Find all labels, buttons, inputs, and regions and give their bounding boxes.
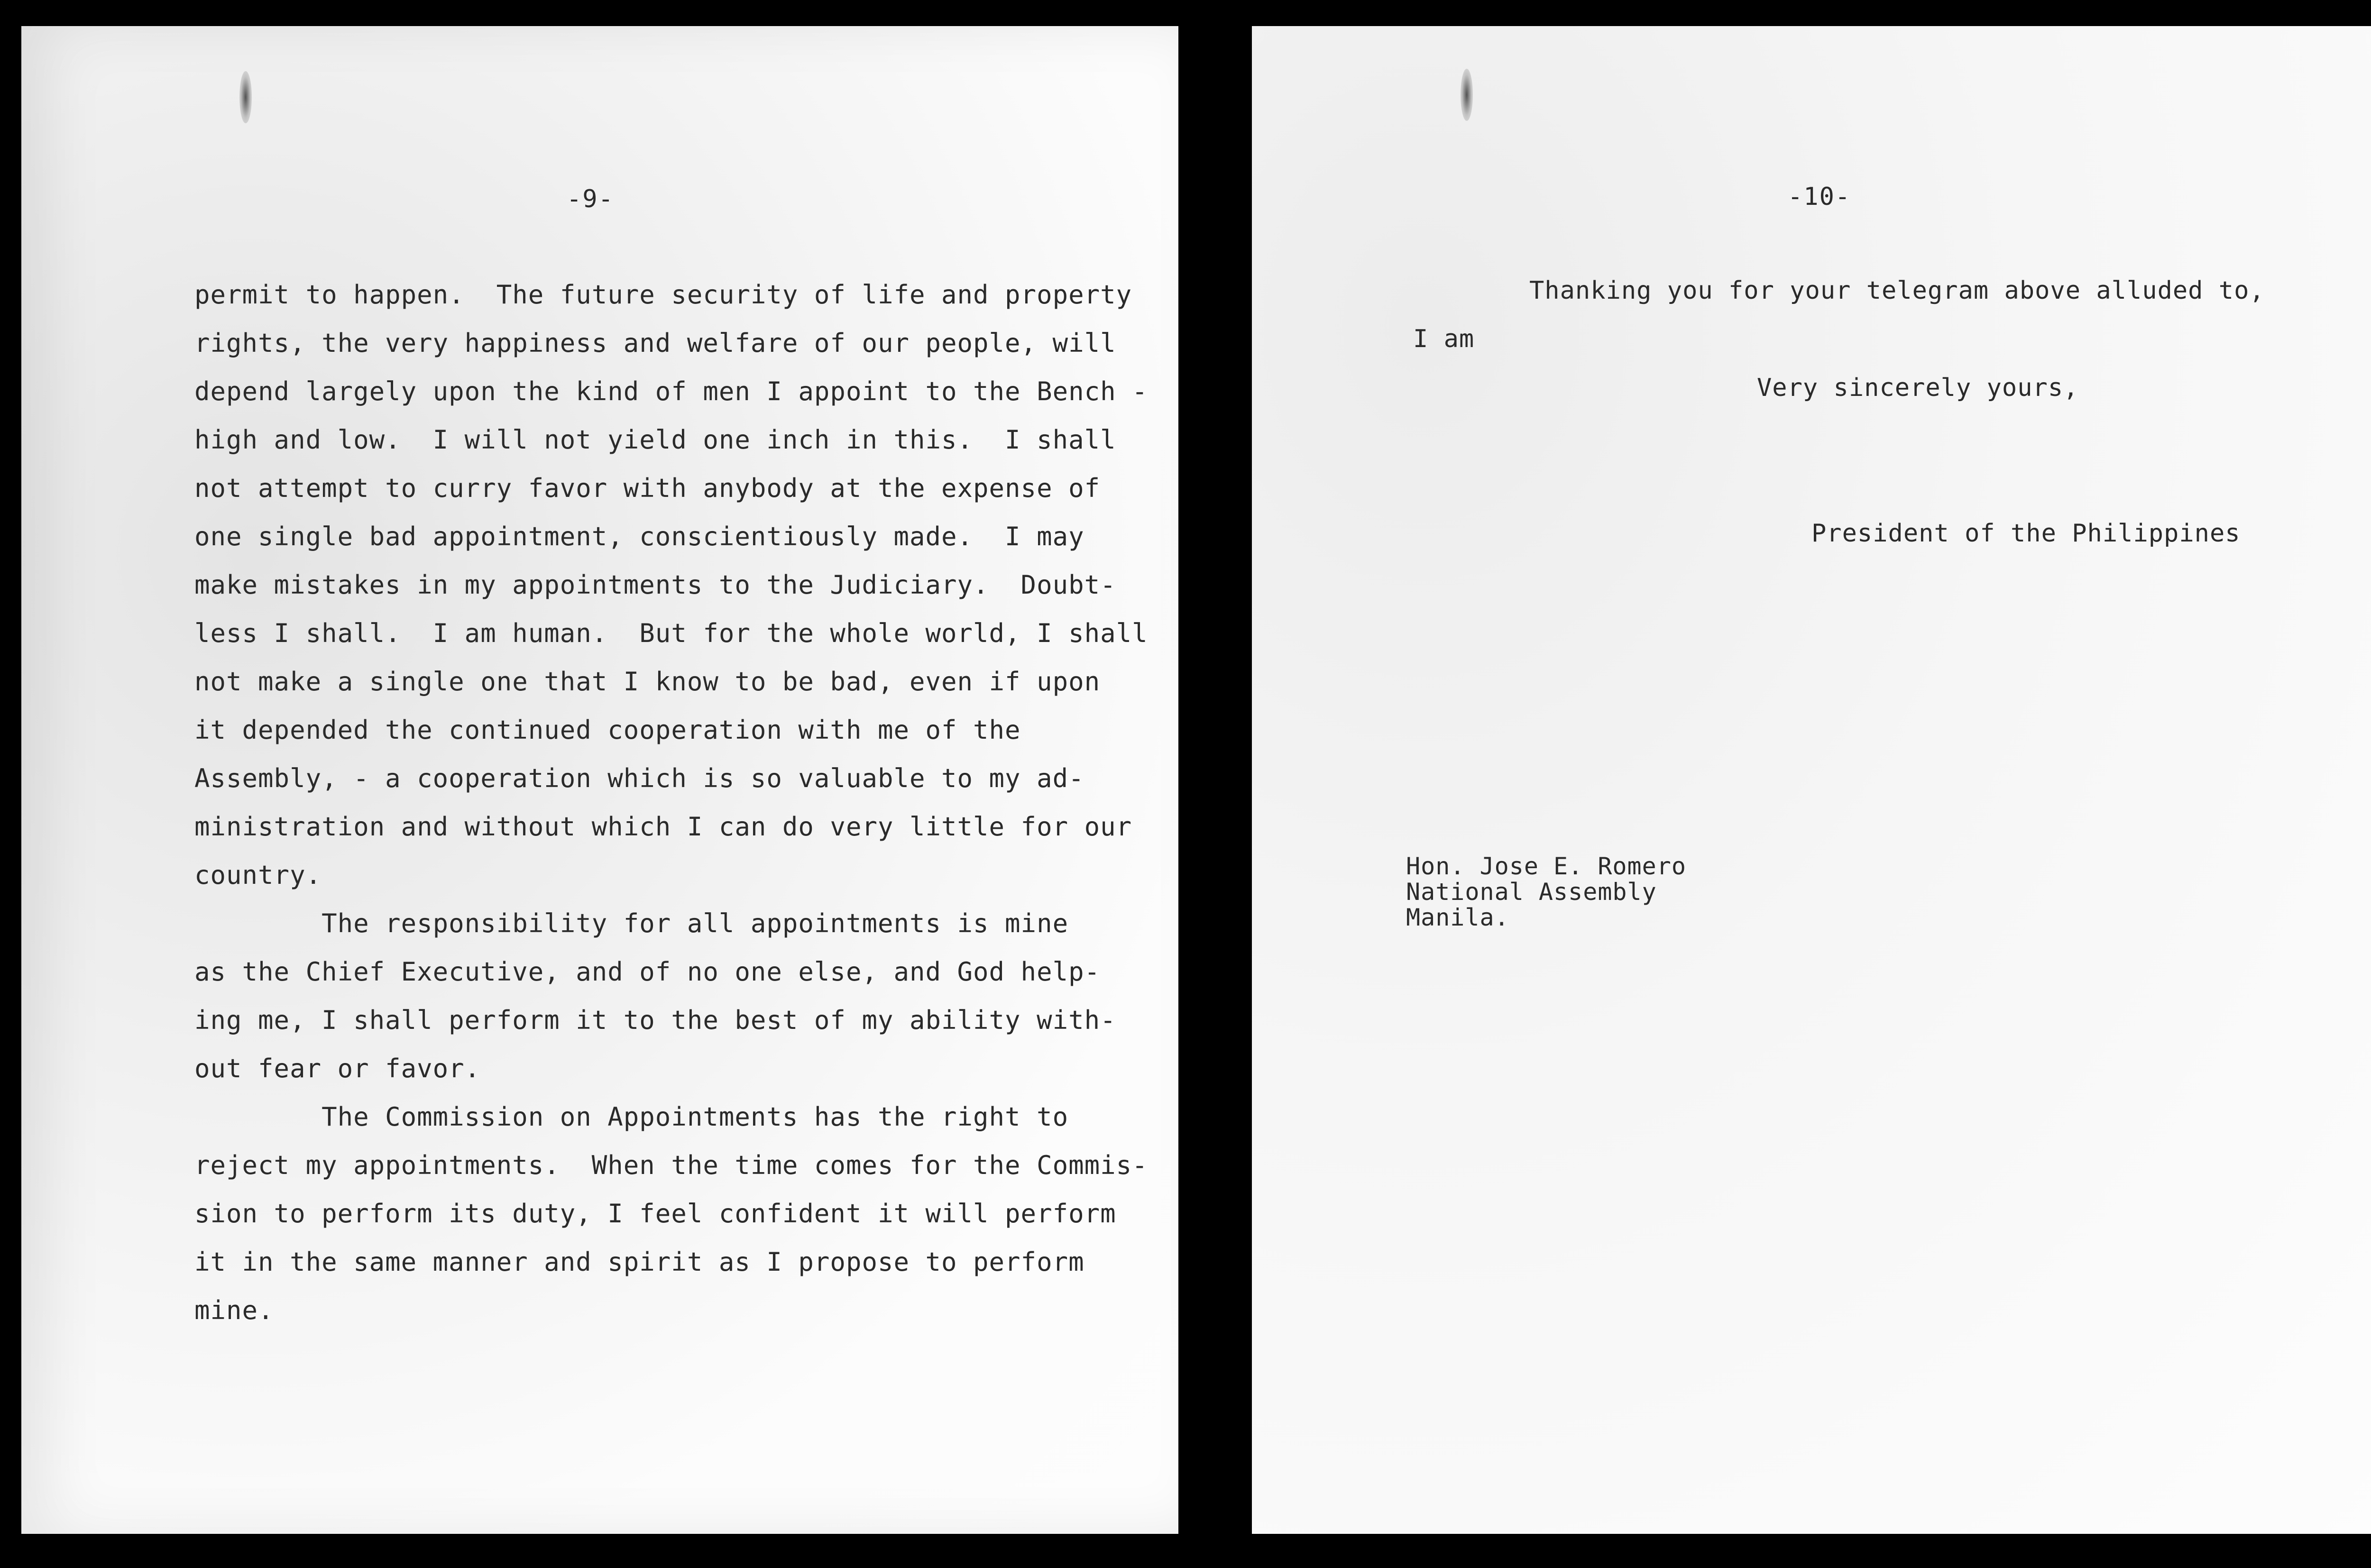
address-name: Hon. Jose E. Romero	[1406, 853, 1686, 880]
body-line: permit to happen. The future security of life and property	[194, 280, 1132, 310]
body-line: sion to perform its duty, I feel confident it will perform	[194, 1199, 1116, 1229]
thanks-line: Thanking you for your telegram above alluded to,	[1529, 276, 2265, 305]
page-10	[1252, 26, 2371, 1534]
body-line: less I shall. I am human. But for the whole world, I shall	[194, 618, 1148, 648]
body-line: reject my appointments. When the time comes for the Commis-	[194, 1150, 1148, 1180]
body-line: ing me, I shall perform it to the best of my ability with-	[194, 1005, 1116, 1035]
body-line: not attempt to curry favor with anybody at the expense of	[194, 473, 1101, 503]
ink-smudge	[239, 71, 252, 123]
signature-title: President of the Philippines	[1811, 519, 2241, 548]
address-city: Manila.	[1406, 904, 1509, 931]
body-line: it in the same manner and spirit as I propose to perform	[194, 1247, 1084, 1277]
body-line: depend largely upon the kind of men I appoint to the Bench -	[194, 376, 1148, 406]
closing-line: Very sincerely yours,	[1757, 374, 2079, 402]
body-line: make mistakes in my appointments to the Judiciary. Doubt-	[194, 570, 1116, 600]
body-line: as the Chief Executive, and of no one else, and God help-	[194, 957, 1101, 987]
body-line: rights, the very happiness and welfare of our people, will	[194, 328, 1116, 358]
body-line: out fear or favor.	[194, 1054, 481, 1083]
body-line: Assembly, - a cooperation which is so valuable to my ad-	[194, 763, 1084, 793]
body-line: one single bad appointment, conscientiously made. I may	[194, 522, 1084, 551]
body-line: The Commission on Appointments has the right to	[194, 1102, 1069, 1132]
body-line: high and low. I will not yield one inch in this. I shall	[194, 425, 1116, 455]
body-line: mine.	[194, 1295, 274, 1325]
page-number: -9-	[567, 185, 614, 213]
page-9	[21, 26, 1178, 1534]
body-line: not make a single one that I know to be bad, even if upon	[194, 667, 1101, 697]
body-line: it depended the continued cooperation with me of the	[194, 715, 1021, 745]
body-line: The responsibility for all appointments is mine	[194, 908, 1069, 938]
ink-smudge	[1461, 69, 1473, 121]
body-line: ministration and without which I can do very little for our	[194, 812, 1132, 842]
page-number: -10-	[1788, 183, 1851, 211]
address-organization: National Assembly	[1406, 878, 1657, 906]
body-line: country.	[194, 860, 322, 890]
i-am-line: I am	[1413, 325, 1475, 353]
